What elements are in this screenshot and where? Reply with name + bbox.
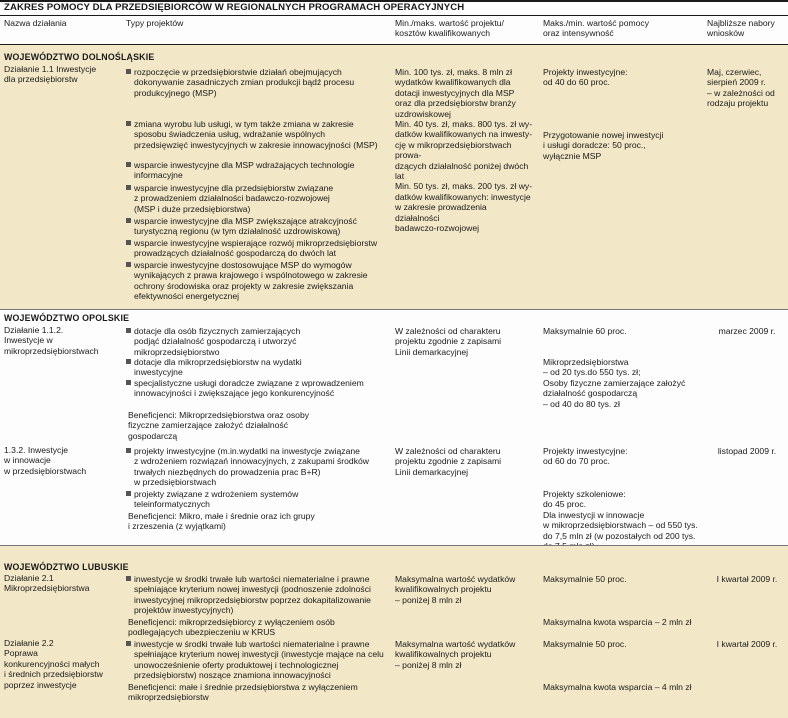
square-bullet-icon (126, 162, 131, 167)
region-heading: WOJEWÓDZTWO DOLNOŚLĄSKIE (4, 52, 155, 62)
application-dates: I kwartał 2009 r. (716, 574, 778, 584)
beneficiaries-text: Beneficjenci: Mikroprzedsiębiorstwa oraz osoby fizyczne zamierzające założyć działalność gospodarczą (128, 410, 310, 441)
square-bullet-icon (126, 262, 131, 267)
square-bullet-icon (126, 69, 131, 74)
aid-value: Projekty inwestycyjne: od 40 do 60 proc. (543, 67, 628, 88)
aid-value: Maksymalnie 60 proc. (543, 326, 627, 336)
list-item: wsparcie inwestycyjne dla MSP wdrażających technologie informacyjne (126, 160, 396, 181)
square-bullet-icon (126, 380, 131, 385)
action-name: 1.3.2. Inwestycje w innowacje w przedsiębiorstwach (4, 445, 87, 476)
square-bullet-icon (126, 491, 131, 496)
application-dates: marzec 2009 r. (718, 326, 776, 336)
aid-value: Przygotowanie nowej inwestycji i usługi doradcze: 50 proc., wyłącznie MSP (543, 130, 664, 161)
minmax-value: Min. 100 tys. zł, maks. 8 mln zł wydatków kwalifikowanych dla dotacji inwestycyjnych dla MSP oraz dla przedsiębiorstw branży uzdrowiskowej Min. 40 tys. zł, maks. 800 tys. zł wy- datków kwalifikowanych na inwesty- cję w mikroprzedsiębiorstwach prowa- dzących działalność poniżej dwóch lat Min. 50 tys. zł, maks. 200 tys. zł wy- datków kwalifikowanych: inwestycje w zakresie prowadzenia działalności badawczo-rozwojowej (395, 67, 533, 234)
aid-value: Mikroprzedsiębiorstwa – od 20 tys.do 550 tys. zł; Osoby fizyczne zamierzające założyć działalność gospodarczą – od 40 do 80 tys. zł (543, 357, 686, 409)
square-bullet-icon (126, 185, 131, 190)
aid-value: Maksymalnie 50 proc. (543, 574, 627, 584)
list-item: wsparcie inwestycyjne dla przedsiębiorstw związane z prowadzeniem działalności badawczo-rozwojowej (MSP i duże przedsiębiorstwa) (126, 183, 396, 214)
beneficiaries-text: Beneficjenci: małe i średnie przedsiębiorstwa z wyłączeniem mikroprzedsiębiorstw (128, 682, 358, 703)
list-item: rozpoczęcie w przedsiębiorstwie działań obejmujących dokonywanie zasadniczych zmian produkcji bądź procesu produkcyjnego (MSP) (126, 67, 396, 98)
square-bullet-icon (126, 641, 131, 646)
list-item: wsparcie inwestycyjne wspierające rozwój mikroprzedsiębiorstw prowadzących działalność gospodarczą do dwóch lat (126, 238, 396, 259)
aid-value: Projekty inwestycyjne: od 60 do 70 proc. (543, 446, 628, 467)
list-item: wsparcie inwestycyjne dostosowujące MSP do wymogów wynikających z prawa krajowego i wspólnotowego w zakresie ochrony środowiska oraz projekty w zakresie zwiększania efektywności energetycznej (126, 260, 396, 302)
list-item: inwestycje w środki trwałe lub wartości niematerialne i prawne spełniające kryterium nowej inwestycji (inwestycje mające na celu unowocześnienie oferty produktowej i technologicznej przedsiębiorstw) noszące znamiona innowacyjności (126, 639, 396, 681)
minmax-value: W zależności od charakteru projektu zgodnie z zapisami Linii demarkacyjnej (395, 446, 502, 477)
square-bullet-icon (126, 240, 131, 245)
column-header-dates: Najbliższe nabory wniosków (707, 18, 775, 39)
region-heading: WOJEWÓDZTWO LUBUSKIE (4, 562, 129, 572)
aid-value: Maksymalna kwota wsparcia – 2 mln zł (543, 617, 692, 627)
action-name: Działanie 1.1 Inwestycje dla przedsiębiorstw (4, 64, 97, 85)
region-heading: WOJEWÓDZTWO OPOLSKIE (4, 313, 130, 323)
square-bullet-icon (126, 328, 131, 333)
beneficiaries-text: Beneficjenci: Mikro, małe i średnie oraz ich grupy i zrzeszenia (z wyjątkami) (128, 511, 315, 532)
square-bullet-icon (126, 576, 131, 581)
action-name: Działanie 1.1.2. Inwestycje w mikroprzedsiębiorstwach (4, 325, 99, 356)
minmax-value: Maksymalna wartość wydatków kwalifikowalnych projektu – poniżej 8 mln zł (395, 639, 516, 670)
square-bullet-icon (126, 121, 131, 126)
column-header-types: Typy projektów (126, 18, 184, 28)
beneficiaries-text: Beneficjenci: mikroprzedsiębiorcy z wyłączeniem osób podlegających ubezpieczeniu w KRUS (128, 617, 335, 638)
application-dates: Maj, czerwiec, sierpień 2009 r. – w zależności od rodzaju projektu (707, 67, 775, 109)
aid-value: Maksymalnie 50 proc. (543, 639, 627, 649)
application-dates: listopad 2009 r. (717, 446, 777, 456)
column-header-aid: Maks./min. wartość pomocy oraz intensywność (543, 18, 650, 39)
list-item: wsparcie inwestycyjne dla MSP zwiększające atrakcyjność turystyczną regionu (w tym działalność uzdrowiskową) (126, 216, 396, 237)
minmax-value: W zależności od charakteru projektu zgodnie z zapisami Linii demarkacyjnej (395, 326, 502, 357)
header-rule (0, 15, 788, 16)
action-name: Działanie 2.1 Mikroprzedsiębiorstwa (4, 573, 90, 594)
list-item: dotacje dla osób fizycznych zamierzających podjąć działalność gospodarczą i utworzyć mikroprzedsiębiorstwo (126, 326, 396, 357)
list-item: dotacje dla mikroprzedsiębiorstw na wydatki inwestycyjne (126, 357, 396, 378)
list-item: inwestycje w środki trwałe lub wartości niematerialne i prawne spełniające kryterium nowej inwestycji (podnoszenie zdolności inwestycyjnej mikroprzedsiębiorstw poprzez dokapitalizowanie projektów inwestycyjnych) (126, 574, 396, 616)
list-item: specjalistyczne usługi doradcze związane z wprowadzeniem innowacyjności i zwiększające jego konkurencyjność (126, 378, 396, 399)
list-item: projekty inwestycyjne (m.in.wydatki na inwestycje związane z wdrożeniem rozwiązań innowacyjnych, z zakupami środków trwałych niezbędnych do prowadzenia prac B+R) w przedsiębiorstwach (126, 446, 396, 488)
minmax-value: Maksymalna wartość wydatków kwalifikowalnych projektu – poniżej 8 mln zł (395, 574, 516, 605)
square-bullet-icon (126, 218, 131, 223)
square-bullet-icon (126, 448, 131, 453)
list-item: zmiana wyrobu lub usługi, w tym także zmiana w zakresie sposobu świadczenia usług, wdrażanie wspólnych przedsięwzięć inwestycyjnych w zakresie innowacyjności (MSP) (126, 119, 396, 150)
page-title: ZAKRES POMOCY DLA PRZEDSIĘBIORCÓW W REGIONALNYCH PROGRAMACH OPERACYJNYCH (4, 2, 465, 13)
application-dates: I kwartał 2009 r. (716, 639, 778, 649)
list-item: projekty związane z wdrożeniem systemów teleinformatycznych (126, 489, 396, 510)
square-bullet-icon (126, 359, 131, 364)
aid-value: Maksymalna kwota wsparcia – 4 mln zł (543, 682, 692, 692)
column-header-action: Nazwa działania (4, 18, 67, 28)
aid-value: Projekty szkoleniowe: do 45 proc. Dla inwestycji w innowacje w mikroprzedsiębiorstwach – od 550 tys. do 7,5 mln zł (w pozostałych od 200 tys. (543, 489, 698, 541)
action-name: Działanie 2.2 Poprawa konkurencyjności małych i średnich przedsiębiorstw poprzez inwestycje (4, 638, 103, 690)
column-header-minmax: Min./maks. wartość projektu/ kosztów kwalifikowanych (395, 18, 504, 39)
